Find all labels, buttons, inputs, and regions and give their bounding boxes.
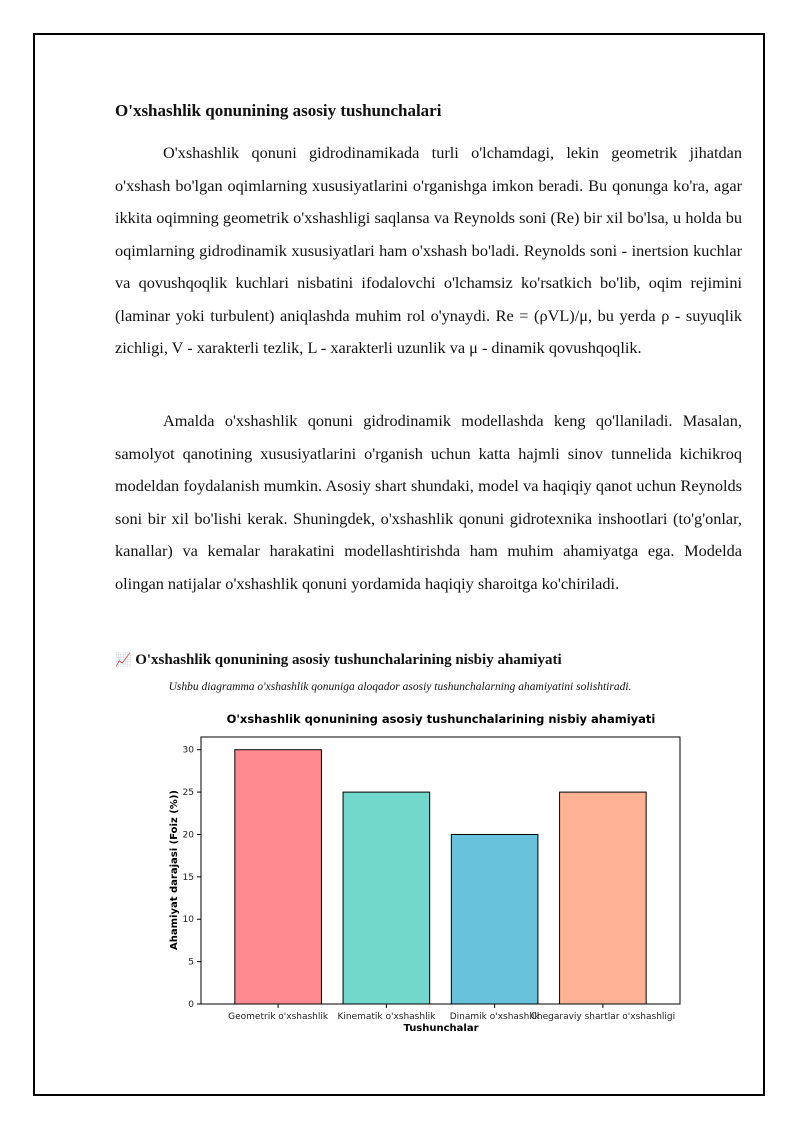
y-tick-label: 5 xyxy=(188,957,194,968)
figure-title-text: O'xshashlik qonunining asosiy tushunchalarining nisbiy ahamiyati xyxy=(135,652,562,668)
figure-description: Ushbu diagramma o'xshashlik qonuniga aloqador asosiy tushunchalarning ahamiyatini solishtiradi. xyxy=(168,681,632,693)
bar xyxy=(235,750,322,1004)
chart-title: O'xshashlik qonunining asosiy tushunchalarining nisbiy ahamiyati xyxy=(226,712,656,726)
x-axis-label: Tushunchalar xyxy=(403,1023,479,1034)
bar xyxy=(451,834,538,1004)
bar xyxy=(343,792,430,1004)
section-heading: O'xshashlik qonunining asosiy tushunchalari xyxy=(115,101,442,120)
y-axis-label: Ahamiyat darajasi (Foiz (%)) xyxy=(169,790,180,950)
y-tick-label: 25 xyxy=(182,788,194,799)
x-tick-label: Kinematik o'xshashlik xyxy=(337,1012,436,1022)
paragraph-2: Amalda o'xshashlik qonuni gidrodinamik modellashda keng qo'llaniladi. Masalan, samolyot qanotining xususiyatlarini o'rganish uchun katta hajmli sinov tunnelida kichikroq modeldan foydalanish mumkin. Asosiy shart shundaki, model va haqiqiy qanot uchun Reynolds soni bir xil bo'lishi kerak. Shuningdek, o'xshashlik qonuni gidrotexnika inshootlari (to'g'onlar, kanallar) va kemalar harakatini modellashtirishda ham muhim ahamiyatga ega. Modelda olingan natijalar o'xshashlik qonuni yordamida haqiqiy sharoitga ko'chiriladi. xyxy=(115,411,742,593)
x-tick-label: Dinamik o'xshashlik xyxy=(449,1012,540,1022)
bar xyxy=(560,792,647,1004)
paragraph-1: O'xshashlik qonuni gidrodinamikada turli o'lchamdagi, lekin geometrik jihatdan o'xshash bo'lgan oqimlarning xususiyatlarini o'rganishga imkon beradi. Bu qonunga ko'ra, agar ikkita oqimning geometrik o'xshashligi saqlansa va Reynolds soni (Re) bir xil bo'lsa, u holda bu oqimlarning gidrodinamik xususiyatlari ham o'xshash bo'ladi. Reynolds soni - inertsion kuchlar va qovushqoqlik kuchlari nisbatini ifodalovchi o'lchamsiz ko'rsatkich bo'lib, oqim rejimini (laminar yoki turbulent) aniqlashda muhim rol o'ynaydi. Re = (ρVL)/μ, bu yerda ρ - suyuqlik zichligi, V - xarakterli tezlik, L - xarakterli uzunlik va μ - dinamik qovushqoqlik. xyxy=(115,143,742,357)
y-tick-label: 20 xyxy=(182,830,194,841)
chart-icon: 📈 xyxy=(115,653,132,668)
y-tick-label: 10 xyxy=(182,915,194,926)
x-tick-label: Chegaraviy shartlar o'xshashligi xyxy=(530,1012,676,1022)
x-tick-label: Geometrik o'xshashlik xyxy=(228,1012,329,1022)
y-tick-label: 15 xyxy=(182,872,194,883)
y-tick-label: 0 xyxy=(188,1000,194,1010)
y-tick-label: 30 xyxy=(182,745,194,756)
